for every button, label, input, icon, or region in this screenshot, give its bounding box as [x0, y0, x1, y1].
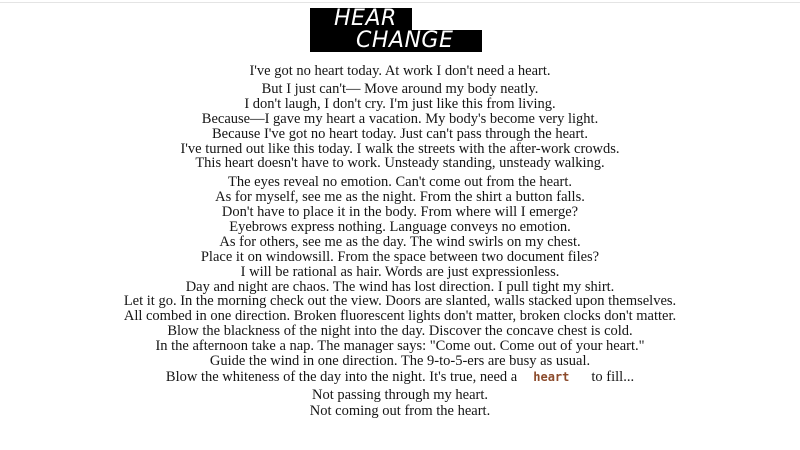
poem-line: Blow the blackness of the night into the day. Discover the concave chest is cold.: [167, 323, 633, 339]
poem-closing-line: Not coming out from the heart.: [309, 403, 491, 419]
poem-line: All combed in one direction. Broken fluorescent lights don't matter, broken clocks don't matter.: [123, 308, 677, 324]
poem-line: I've got no heart today. At work I don't need a heart.: [249, 63, 551, 79]
title-word-2-outside: S: [453, 28, 468, 53]
title-word-1-boxed: HEAR: [334, 6, 397, 31]
page-title: [310, 8, 510, 52]
poem-line: But I just can't— Move around my body neatly.: [261, 81, 539, 97]
title-word-1-outside: T: [396, 6, 411, 31]
poem-line: I will be rational as hair. Words are just expressionless.: [240, 264, 560, 280]
poem-line: Let it go. In the morning check out the view. Doors are slanted, walls stacked upon themselves.: [123, 293, 677, 309]
poem-line: Eyebrows express nothing. Language conveys no emotion.: [229, 219, 571, 235]
poem-line: I've turned out like this today. I walk the streets with the after-work crowds.: [180, 141, 620, 157]
title-line-1: [334, 8, 411, 30]
poem-closing-line: Not passing through my heart.: [312, 387, 488, 403]
top-divider: [0, 2, 800, 3]
poem-line: Day and night are chaos. The wind has lost direction. I pull tight my shirt.: [185, 279, 615, 295]
fill-line-before: Blow the whiteness of the day into the night. It's true, need a: [165, 369, 518, 385]
poem-line: Because I've got no heart today. Just can't pass through the heart.: [212, 126, 588, 142]
poem-line: This heart doesn't have to work. Unsteady standing, unsteady walking.: [195, 155, 605, 171]
fill-line-after: to fill...: [591, 369, 635, 385]
poem-line: Don't have to place it in the body. From where will I emerge?: [221, 204, 579, 220]
poem-line: Because—I gave my heart a vacation. My body's become very light.: [201, 111, 599, 127]
poem-line: In the afternoon take a nap. The manager says: "Come out. Come out of your heart.": [155, 338, 645, 354]
poem-line: As for others, see me as the day. The wind swirls on my chest.: [219, 234, 581, 250]
poem-line: Place it on windowsill. From the space between two document files?: [200, 249, 600, 265]
poem-line: I don't laugh, I don't cry. I'm just like this from living.: [244, 96, 556, 112]
fill-in-blank-word[interactable]: heart: [533, 370, 570, 384]
poem-line: As for myself, see me as the night. From the shirt a button falls.: [215, 189, 585, 205]
title-word-2-boxed: CHANGE: [356, 28, 454, 53]
poem-line: Guide the wind in one direction. The 9-to-5-ers are busy as usual.: [209, 353, 591, 369]
title-line-2: [356, 30, 468, 52]
poem-fill-line: [0, 369, 800, 385]
poem-line: The eyes reveal no emotion. Can't come out from the heart.: [227, 174, 573, 190]
